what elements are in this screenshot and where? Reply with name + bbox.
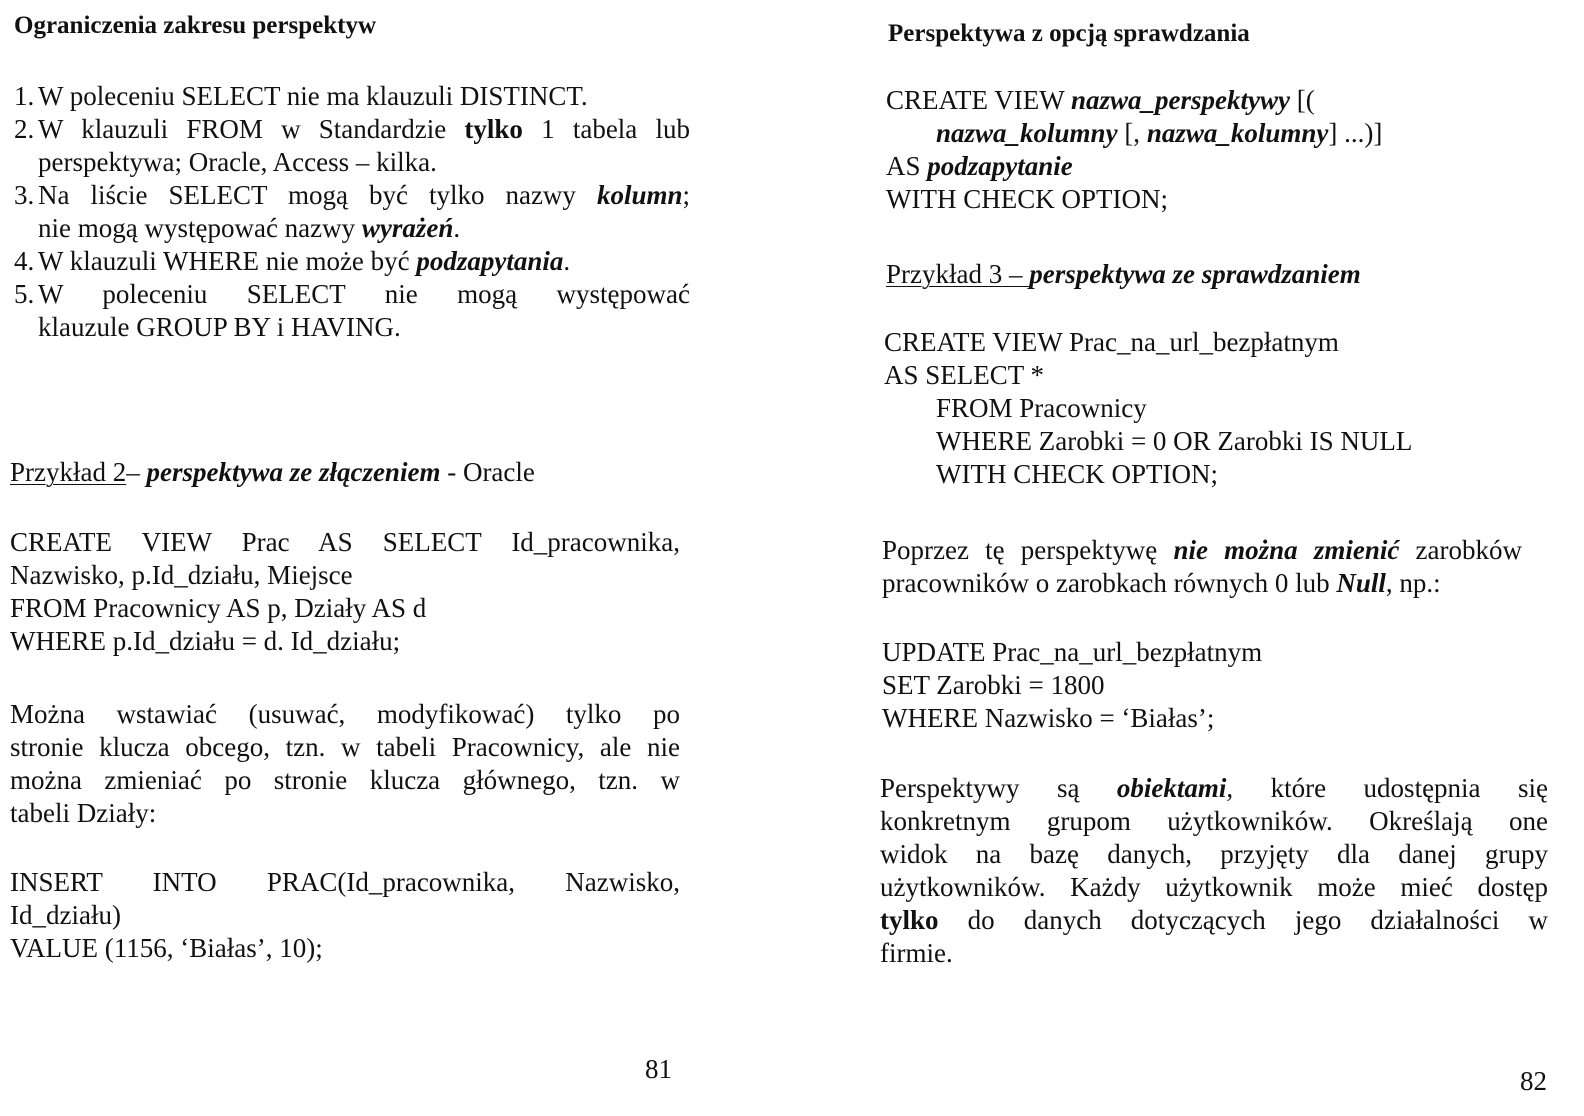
paragraph-1: Można wstawiać (usuwać, modyfikować) tylko po stronie klucza obcego, tzn. w tabeli Pracownicy, ale nie można zmieniać po stronie klucza głównego, tzn. w tabeli Działy: (10, 699, 680, 828)
rule-number: 4. (14, 246, 35, 276)
code-block-1: CREATE VIEW Prac AS SELECT Id_pracownika, Nazwisko, p.Id_działu, Miejsce FROM Pracownicy AS p, Działy AS d WHERE p.Id_działu = d. Id_działu; (10, 527, 680, 656)
rules-list (0, 80, 690, 344)
right-heading: Perspektywa z opcją sprawdzania (888, 20, 1250, 47)
example-2-title: Przykład 2– perspektywa ze złączeniem - Oracle (10, 457, 535, 487)
rule-text: W poleceniu SELECT nie ma klauzuli DISTINCT. (38, 81, 588, 111)
example-2-label: Przykład 2 (10, 457, 127, 487)
rule-text-cont: nie mogą występować nazwy wyrażeń. (38, 213, 461, 243)
paragraph-2: Poprzez tę perspektywę nie można zmienić zarobków pracowników o zarobkach równych 0 lub Null, np.: (882, 535, 1522, 598)
example-3-label: Przykład 3 (886, 259, 1003, 289)
code-block-4: UPDATE Prac_na_url_bezpłatnym SET Zarobki = 1800 WHERE Nazwisko = ‘Białas’; (882, 637, 1263, 733)
rule-5 (0, 278, 690, 344)
code-block-2: INSERT INTO PRAC(Id_pracownika, Nazwisko, Id_działu) VALUE (1156, ‘Białas’, 10); (10, 867, 680, 963)
rule-text-cont: perspektywa; Oracle, Access – kilka. (38, 147, 437, 177)
left-heading: Ograniczenia zakresu perspektyw (14, 12, 377, 39)
rule-3 (0, 179, 690, 245)
rule-4 (0, 245, 690, 278)
right-page (880, 0, 1580, 1116)
rule-text: Na liście SELECT mogą być tylko nazwy kolumn; (38, 180, 690, 210)
syntax-block: CREATE VIEW nazwa_perspektywy [( nazwa_kolumny [, nazwa_kolumny] ...)] AS podzapytanie WITH CHECK OPTION; (886, 85, 1383, 214)
rule-number: 3. (14, 180, 35, 210)
rule-2 (0, 113, 690, 179)
page-number-left: 81 (645, 1054, 672, 1084)
rule-1 (0, 80, 690, 113)
rule-number: 1. (14, 81, 35, 111)
example-3-title: Przykład 3 – perspektywa ze sprawdzaniem (886, 259, 1361, 289)
rule-text: W klauzuli WHERE nie może być podzapytania. (38, 246, 571, 276)
rule-text: W poleceniu SELECT nie mogą występować (38, 279, 690, 309)
page-number-right: 82 (1520, 1066, 1547, 1096)
rule-number: 2. (14, 114, 35, 144)
rule-text-cont: klauzule GROUP BY i HAVING. (38, 312, 401, 342)
rule-text: W klauzuli FROM w Standardzie tylko 1 tabela lub (38, 114, 690, 144)
paragraph-3: Perspektywy są obiektami, które udostępnia się konkretnym grupom użytkowników. Określają one widok na bazę danych, przyjęty dla danej grupy użytkowników. Każdy użytkownik może mieć dostęp tylko do danych dotyczących jego działalności w firmie. (880, 773, 1548, 968)
code-block-3: CREATE VIEW Prac_na_url_bezpłatnym AS SELECT * FROM Pracownicy WHERE Zarobki = 0 OR Zarobki IS NULL WITH CHECK OPTION; (884, 327, 1413, 489)
rule-number: 5. (14, 279, 35, 309)
